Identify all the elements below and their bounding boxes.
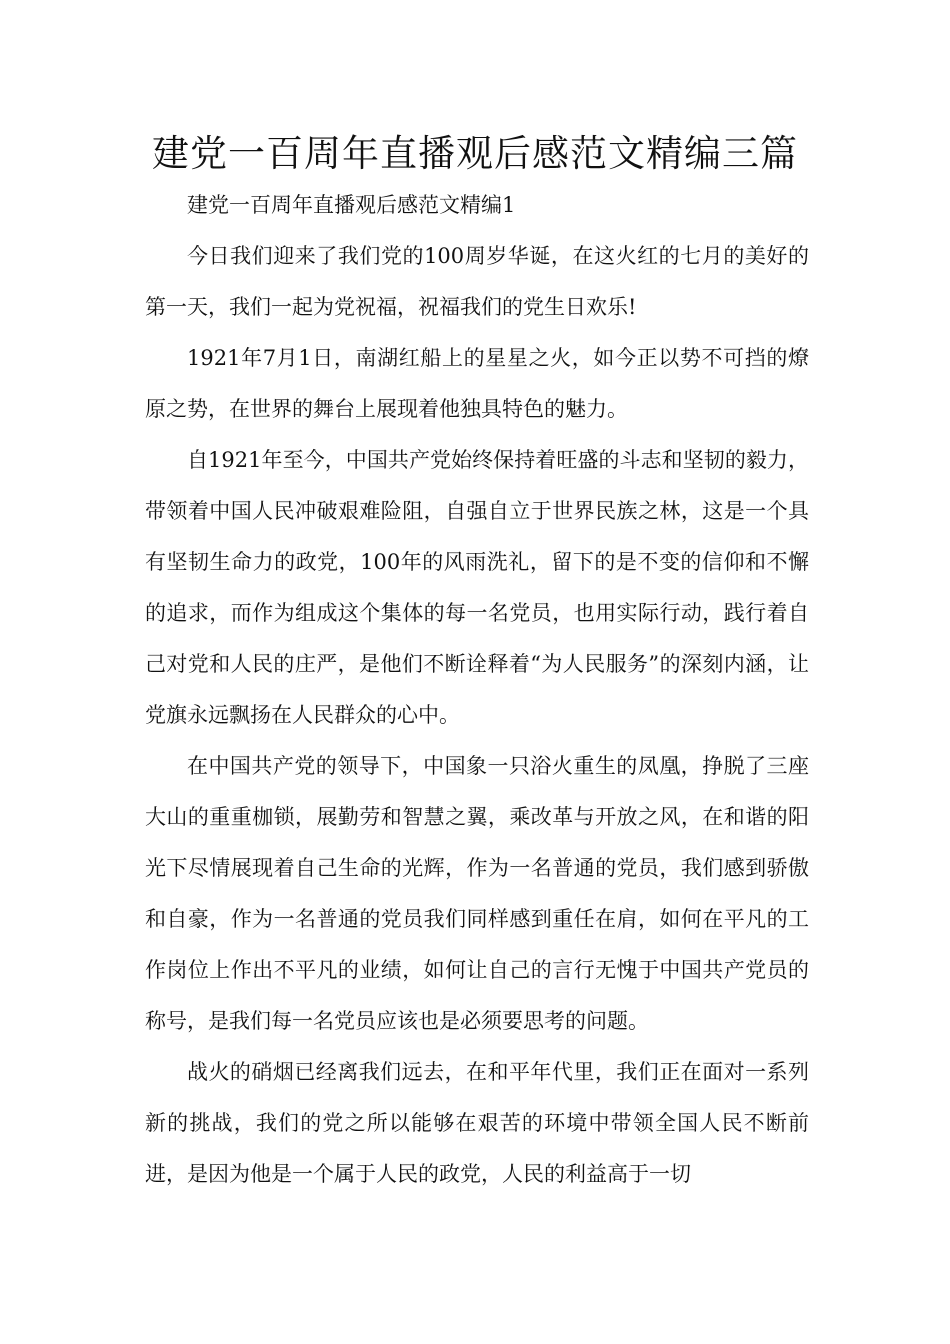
paragraph: 在中国共产党的领导下，中国象一只浴火重生的凤凰，挣脱了三座大山的重重枷锁，展勤劳和智慧之翼，乘改革与开放之风，在和谐的阳光下尽情展现着自己生命的光辉，作为一名普通的党员，我们感到骄傲和自豪，作为一名普通的党员我们同样感到重任在肩，如何在平凡的工作岗位上作出不平凡的业绩，如何让自己的言行无愧于中国共产党员的称号，是我们每一名党员应该也是必须要思考的问题。	[145, 754, 809, 1033]
paragraph: 自1921年至今，中国共产党始终保持着旺盛的斗志和坚韧的毅力，带领着中国人民冲破艰难险阻，自强自立于世界民族之林，这是一个具有坚韧生命力的政党，100年的风雨洗礼，留下的是不变的信仰和不懈的追求，而作为组成这个集体的每一名党员，也用实际行动，践行着自己对党和人民的庄严，是他们不断诠释着“为人民服务”的深刻内涵，让党旗永远飘扬在人民群众的心中。	[145, 448, 809, 727]
paragraph: 1921年7月1日，南湖红船上的星星之火，如今正以势不可挡的燎原之势，在世界的舞台上展现着他独具特色的魅力。	[145, 346, 809, 421]
document-body	[145, 180, 809, 1200]
paragraph: 战火的硝烟已经离我们远去，在和平年代里，我们正在面对一系列新的挑战，我们的党之所以能够在艰苦的环境中带领全国人民不断前进，是因为他是一个属于人民的政党，人民的利益高于一切	[145, 1060, 809, 1186]
section-heading: 建党一百周年直播观后感范文精编1	[187, 193, 516, 217]
paragraph: 今日我们迎来了我们党的100周岁华诞，在这火红的七月的美好的第一天，我们一起为党祝福，祝福我们的党生日欢乐!	[145, 244, 809, 319]
document-title: 建党一百周年直播观后感范文精编三篇	[152, 132, 798, 175]
